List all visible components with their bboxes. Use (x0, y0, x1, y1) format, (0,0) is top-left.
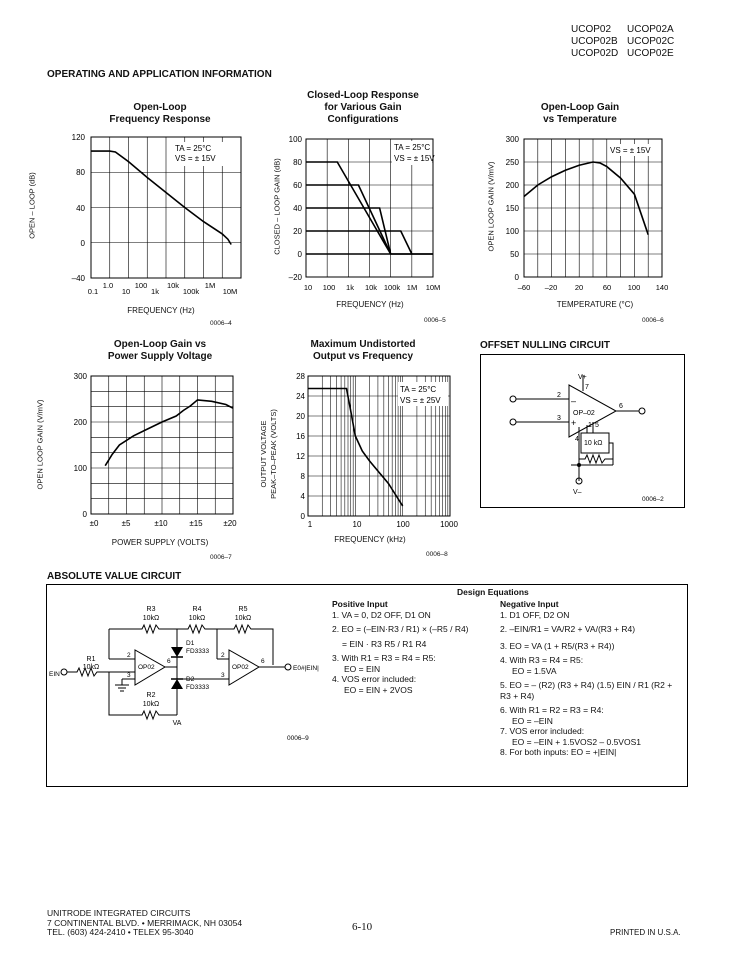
plus-sign: + (571, 418, 577, 428)
x-tick: 100 (627, 283, 641, 292)
opamp2-label: OP02 (232, 664, 249, 671)
printed-label: PRINTED IN U.S.A. (610, 928, 681, 937)
absolute-circuit-box (46, 584, 688, 787)
y-axis-label: CLOSED – LOOP GAIN (dB) (272, 158, 282, 255)
y-tick: 200 (505, 181, 519, 190)
positive-title: Positive Input (332, 599, 388, 609)
y-tick: 300 (505, 135, 519, 144)
x-tick: 60 (602, 283, 612, 292)
figure-code: 0006–6 (642, 317, 664, 324)
diode-d2 (171, 679, 183, 689)
pin-label: 6 (261, 658, 265, 665)
y-tick: 0 (80, 239, 85, 248)
pin-label: 7 (585, 384, 589, 391)
x-tick: 100k (383, 283, 401, 292)
legend-supply: VS = ± 15V (394, 154, 435, 163)
chart-title-line: Power Supply Voltage (107, 351, 213, 362)
pin-label: 3 (127, 672, 131, 679)
y-axis-label: OPEN LOOP GAIN (V/mV) (35, 399, 45, 490)
y-tick: –20 (288, 273, 302, 282)
y-tick: 20 (293, 227, 302, 236)
legend-temp: TA = 25°C (175, 144, 212, 153)
x-tick: –60 (517, 283, 531, 292)
equations-title: Design Equations (457, 587, 529, 597)
x-tick: 140 (655, 283, 669, 292)
x-tick: 100 (396, 520, 410, 529)
equation-line: 2. EO = (–EIN·R3 / R1) × (–R5 / R4) (332, 624, 469, 634)
pot-label: 10 kΩ (584, 440, 603, 447)
equation-line: 4. VOS error included: (332, 674, 417, 684)
chart-title-line: Closed-Loop Response (307, 90, 419, 101)
y-tick: 12 (296, 452, 305, 461)
r4-label: R4 (192, 606, 202, 613)
part-number: UCOP02C (627, 36, 675, 47)
offset-title: OFFSET NULLING CIRCUIT (480, 340, 610, 351)
chart-title-line: Open-Loop Gain vs (113, 339, 207, 350)
x-tick: 1k (151, 287, 159, 296)
legend-supply: VS = ± 25V (400, 396, 441, 405)
vminus-label: V– (573, 489, 582, 496)
y-axis-label-line: OUTPUT VOLTAGE (259, 420, 268, 488)
x-tick: 1M (406, 283, 418, 292)
d1-label: D1 (186, 640, 195, 647)
y-tick: 0 (514, 273, 519, 282)
y-tick: 28 (296, 372, 305, 381)
pin-label: 6 (167, 658, 171, 665)
equation-line: 5. EO = – (R2) (R3 + R4) (1.5) EIN / R1 (R2 + R3 + R4) (500, 680, 673, 701)
r2-label: R2 (146, 692, 156, 699)
y-tick: 100 (73, 464, 87, 473)
equation-line: = EIN · R3 R5 / R1 R4 (342, 638, 427, 649)
pin-label: 2 (127, 652, 131, 659)
chart-title-line: vs Temperature (543, 114, 617, 125)
equation-line: 8. For both inputs: EO = +|EIN| (500, 747, 617, 757)
x-tick: 10 (352, 520, 362, 529)
y-tick: 40 (293, 204, 302, 213)
x-axis-label: FREQUENCY (Hz) (336, 300, 404, 309)
equation-line: EO = –EIN (512, 715, 553, 726)
equation-line: 6. With R1 = R2 = R3 = R4: (500, 705, 604, 715)
y-tick: 80 (293, 158, 302, 167)
offset-circuit-box (480, 354, 685, 508)
r3-label: R3 (146, 606, 156, 613)
opamp-label: OP–02 (573, 410, 595, 417)
x-tick: ±20 (223, 519, 237, 528)
y-axis-label: OPEN LOOP GAIN (V/mV) (486, 161, 496, 252)
r4-value: 10kΩ (188, 615, 206, 622)
gain-curve (105, 400, 233, 466)
chart-title (490, 102, 670, 126)
pin-label: 6 (619, 403, 623, 410)
equation-line: 2. –EIN/R1 = VA/R2 + VA/(R3 + R4) (500, 624, 636, 634)
x-tick: ±10 (154, 519, 168, 528)
legend-temp: TA = 25°C (394, 143, 431, 152)
diode-d1 (171, 647, 183, 657)
equation-line: 3. With R1 = R3 = R4 = R5: (332, 653, 436, 663)
figure-code: 0006–8 (426, 551, 448, 558)
y-axis-label-line: PEAK–TO–PEAK (VOLTS) (269, 409, 278, 499)
absolute-schematic (47, 585, 332, 786)
x-tick: 10M (222, 287, 238, 296)
chart-title (60, 339, 260, 363)
x-tick: 10k (166, 281, 180, 290)
x-tick: 100 (134, 281, 148, 290)
figure-code: 0006–4 (210, 320, 232, 327)
y-tick: 0 (82, 510, 87, 519)
x-tick: –20 (544, 283, 558, 292)
footer-company: UNITRODE INTEGRATED CIRCUITS (47, 908, 191, 918)
chart-title (268, 339, 458, 363)
chart-title-line: Open-Loop Gain (540, 102, 620, 113)
x-tick: 1k (346, 283, 354, 292)
y-tick: 4 (300, 492, 305, 501)
positive-input-equations (332, 599, 492, 695)
y-tick: 0 (297, 250, 302, 259)
y-tick: 200 (73, 418, 87, 427)
figure-code: 0006–7 (210, 554, 232, 561)
gain-curve (524, 162, 648, 235)
va-label: VA (172, 720, 182, 727)
offset-schematic (481, 355, 684, 507)
equation-line: EO = EIN (344, 663, 381, 674)
equation-line: 1. D1 OFF, D2 ON (500, 609, 570, 620)
chart-title (268, 90, 458, 126)
part-numbers (571, 24, 691, 60)
x-tick: 10 (121, 287, 131, 296)
x-tick: ±15 (189, 519, 203, 528)
part-number: UCOP02 (571, 24, 612, 35)
x-tick: 10M (425, 283, 441, 292)
y-tick: 16 (296, 432, 305, 441)
chart-title (60, 102, 260, 126)
opamp1-label: OP02 (138, 664, 155, 671)
page-number: 6-10 (352, 921, 373, 933)
y-tick: 50 (510, 250, 519, 259)
minus-sign: – (571, 396, 577, 406)
open-loop-supply-chart (56, 368, 246, 533)
x-tick: 0.1 (87, 287, 99, 296)
chart-title-line: Frequency Response (109, 114, 211, 125)
y-tick: 250 (505, 158, 519, 167)
figure-code: 0006–2 (642, 496, 664, 503)
y-tick: 120 (71, 133, 85, 142)
figure-code: 0006–9 (287, 735, 309, 742)
x-tick: 1 (307, 520, 313, 529)
x-axis-label: POWER SUPPLY (VOLTS) (111, 538, 209, 547)
r3-value: 10kΩ (142, 615, 160, 622)
figure-code: 0006–5 (424, 317, 446, 324)
openloop-frequency-chart (55, 128, 245, 303)
y-tick: 24 (296, 392, 305, 401)
footer-phone: TEL. (603) 424-2410 • TELEX 95-3040 (47, 927, 194, 937)
closed-loop-chart (282, 132, 467, 297)
section-title: OPERATING AND APPLICATION INFORMATION (47, 69, 272, 80)
y-tick: 60 (293, 181, 302, 190)
y-tick: 8 (300, 472, 305, 481)
pin-label: 2 (557, 392, 561, 399)
part-number: UCOP02D (571, 48, 619, 59)
pin-label: 1 (588, 422, 592, 429)
chart-title-line: Open-Loop (133, 102, 187, 113)
x-tick: 20 (574, 283, 584, 292)
y-tick: –40 (71, 274, 85, 283)
equation-line: 4. With R3 = R4 = R5: (500, 655, 584, 665)
equation-line: EO = 1.5VA (512, 665, 557, 676)
x-tick: 1M (204, 281, 216, 290)
y-tick: 100 (288, 135, 302, 144)
r1-label: R1 (86, 656, 96, 663)
d2-label: D2 (186, 676, 195, 683)
ein-label: EIN (49, 671, 60, 678)
r5-value: 10kΩ (234, 615, 252, 622)
equation-line: 7. VOS error included: (500, 726, 585, 736)
y-tick: 80 (76, 168, 85, 177)
x-tick: 10 (303, 283, 313, 292)
chart-title-line: Output vs Frequency (312, 351, 413, 362)
y-tick: 150 (505, 204, 519, 213)
legend-supply: VS = ± 15V (610, 146, 651, 155)
legend-supply: VS = ± 15V (175, 154, 216, 163)
pin-label: 3 (221, 672, 225, 679)
x-axis-label: FREQUENCY (kHz) (334, 535, 406, 544)
d1-part: FD3333 (186, 648, 210, 655)
y-tick: 0 (300, 512, 305, 521)
chart-title-line: Maximum Undistorted (310, 339, 416, 350)
chart-title-line: for Various Gain (324, 102, 402, 113)
x-tick: ±0 (89, 519, 99, 528)
r1-value: 10kΩ (82, 664, 100, 671)
x-axis-label: FREQUENCY (Hz) (127, 306, 195, 315)
r2-value: 10kΩ (142, 701, 160, 708)
part-number: UCOP02B (571, 36, 618, 47)
y-tick: 100 (505, 227, 519, 236)
x-tick: 1.0 (102, 281, 114, 290)
equation-line: 3. EO = VA (1 + R5/(R3 + R4)) (500, 640, 615, 651)
pin-label: 5 (595, 422, 599, 429)
x-tick: 100k (182, 287, 200, 296)
x-axis-label: TEMPERATURE (°C) (556, 300, 634, 309)
part-number: UCOP02E (627, 48, 674, 59)
equation-line: EO = –EIN + 1.5VOS2 – 0.5VOS1 (512, 736, 641, 747)
absolute-title: ABSOLUTE VALUE CIRCUIT (47, 571, 182, 582)
x-tick: ±5 (121, 519, 131, 528)
x-tick: 1000 (440, 520, 458, 529)
negative-input-equations (500, 599, 685, 758)
equation-line: EO = EIN + 2VOS (344, 684, 413, 695)
gain-curve (306, 231, 412, 254)
legend-temp: TA = 25°C (400, 385, 437, 394)
open-loop-temperature-chart (496, 132, 676, 297)
y-tick: 40 (76, 204, 85, 213)
footer-address (47, 909, 242, 938)
vplus-label: V+ (578, 374, 587, 381)
negative-title: Negative Input (500, 599, 559, 609)
footer-street: 7 CONTINENTAL BLVD. • MERRIMACK, NH 03054 (47, 917, 243, 928)
eo-label: E0#|EIN| (293, 665, 319, 672)
y-axis-label (259, 399, 279, 509)
d2-part: FD3333 (186, 684, 210, 691)
undistorted-output-chart (288, 370, 468, 530)
pin-label: 3 (557, 415, 561, 422)
x-tick: 100 (322, 283, 336, 292)
r5-label: R5 (238, 606, 248, 613)
part-number: UCOP02A (627, 24, 674, 35)
pin-label: 4 (575, 436, 579, 443)
pin-label: 2 (221, 652, 225, 659)
y-tick: 300 (73, 372, 87, 381)
x-tick: 10k (364, 283, 378, 292)
equation-line: 1. VA = 0, D2 OFF, D1 ON (332, 609, 431, 620)
y-tick: 20 (296, 412, 305, 421)
y-axis-label: OPEN – LOOP (dB) (27, 172, 37, 239)
chart-title-line: Configurations (327, 114, 399, 125)
